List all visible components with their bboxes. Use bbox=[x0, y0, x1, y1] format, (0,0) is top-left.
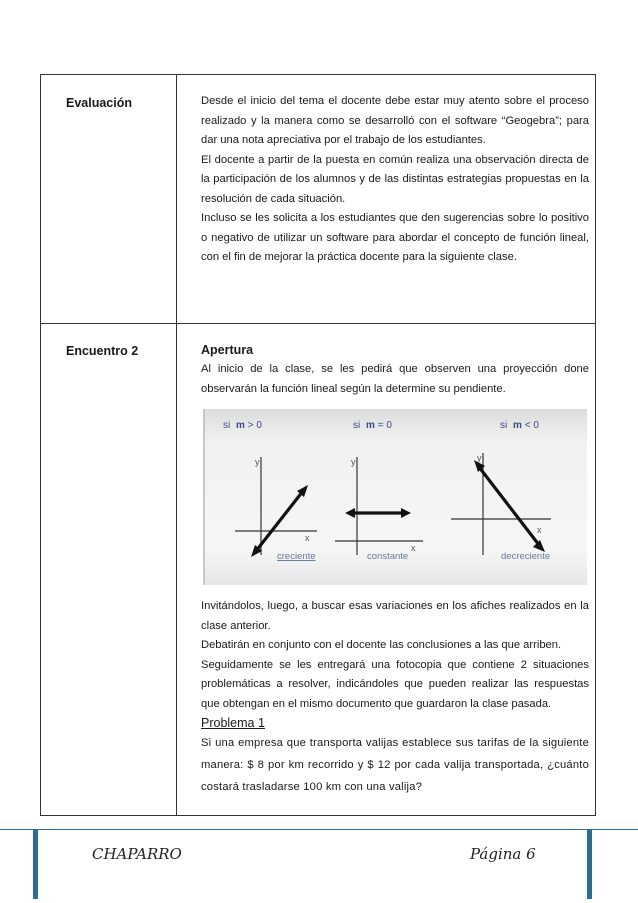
condition-var: m bbox=[236, 420, 245, 431]
encuentro-label: Encuentro 2 bbox=[66, 344, 139, 358]
condition-rest: < 0 bbox=[521, 420, 539, 431]
encuentro-paragraph: Seguidamente se les entregará una fotocopia que contiene 2 situaciones problemáticas a resolver, indicándoles que pueden realizar las respuestas que obtengan en el mismo documento que guardaron la clase pasada. bbox=[201, 658, 589, 710]
problem-title: Problema 1 bbox=[201, 716, 265, 730]
footer-page-number: Página 6 bbox=[470, 845, 536, 863]
svg-text:si m = 0 bbox=[353, 420, 392, 431]
evaluacion-content bbox=[201, 92, 589, 268]
condition-var: m bbox=[366, 420, 375, 431]
slope-graphs bbox=[205, 409, 587, 585]
arrow-head bbox=[345, 508, 355, 518]
evaluacion-paragraph: Incluso se les solicita a los estudiantes que den sugerencias sobre lo positivo o negativo de utilizar un software para abordar el concepto de función lineal, con el fin de mejorar la práctica docente para la siguiente clase. bbox=[201, 212, 589, 263]
x-axis-label: x bbox=[305, 533, 310, 543]
encuentro-content bbox=[201, 341, 589, 798]
condition-rest: = 0 bbox=[374, 420, 392, 431]
graph-creciente bbox=[223, 420, 317, 562]
graph-caption: decreciente bbox=[501, 551, 551, 562]
footer-bar-right bbox=[587, 829, 592, 899]
svg-text:si m < 0 bbox=[500, 420, 539, 431]
footer-author: CHAPARRO bbox=[92, 845, 182, 863]
graph-caption: constante bbox=[367, 551, 409, 562]
footer-rule bbox=[0, 829, 638, 830]
y-axis-label: y bbox=[255, 457, 260, 467]
condition-prefix: si bbox=[500, 420, 508, 431]
decreasing-line bbox=[479, 467, 539, 545]
y-axis-label: y bbox=[477, 453, 482, 463]
encuentro-paragraph: Debatirán en conjunto con el docente las conclusiones a las que arriben. bbox=[201, 639, 562, 651]
arrow-head bbox=[401, 508, 411, 518]
condition-var: m bbox=[513, 420, 522, 431]
y-axis-label: y bbox=[351, 457, 356, 467]
evaluacion-label: Evaluación bbox=[66, 96, 132, 110]
evaluacion-paragraph: Desde el inicio del tema el docente debe estar muy atento sobre el proceso realizado y la manera como se desarrolló con el software “Geogebra”; para dar una nota apreciativa por el trabajo de los estudiantes. bbox=[201, 95, 589, 146]
condition-rest: > 0 bbox=[244, 420, 262, 431]
graph-decreciente bbox=[451, 420, 551, 562]
footer-bar-left bbox=[33, 829, 38, 899]
graph-constante bbox=[335, 420, 423, 562]
apertura-heading: Apertura bbox=[201, 343, 254, 357]
condition-prefix: si bbox=[353, 420, 361, 431]
problem-text: Si una empresa que transporta valijas establece sus tarifas de la siguiente manera: $ 8 por km recorrido y $ 12 por cada valija transportada, ¿cuánto costará trasladarse 100 km con una valija? bbox=[201, 737, 589, 793]
intro-paragraph: Al inicio de la clase, se les pedirá que observen una proyección done observarán la función lineal según la determine su pendiente. bbox=[201, 363, 589, 395]
evaluacion-paragraph: El docente a partir de la puesta en común realiza una observación directa de la participación de los alumnos y de las distintas estrategias propuestas en la resolución de cada situación. bbox=[201, 153, 589, 205]
svg-text:si m > 0 bbox=[223, 420, 262, 431]
graph-caption: creciente bbox=[277, 551, 316, 562]
increasing-line bbox=[256, 491, 303, 551]
encuentro-paragraph: Invitándolos, luego, a buscar esas variaciones en los afiches realizados en la clase anterior. bbox=[201, 600, 589, 632]
x-axis-label: x bbox=[537, 525, 542, 535]
x-axis-label: x bbox=[411, 543, 416, 553]
row-divider bbox=[41, 323, 595, 324]
condition-prefix: si bbox=[223, 420, 231, 431]
slope-figure bbox=[203, 409, 587, 585]
column-divider bbox=[176, 75, 177, 815]
lesson-table bbox=[40, 74, 596, 816]
